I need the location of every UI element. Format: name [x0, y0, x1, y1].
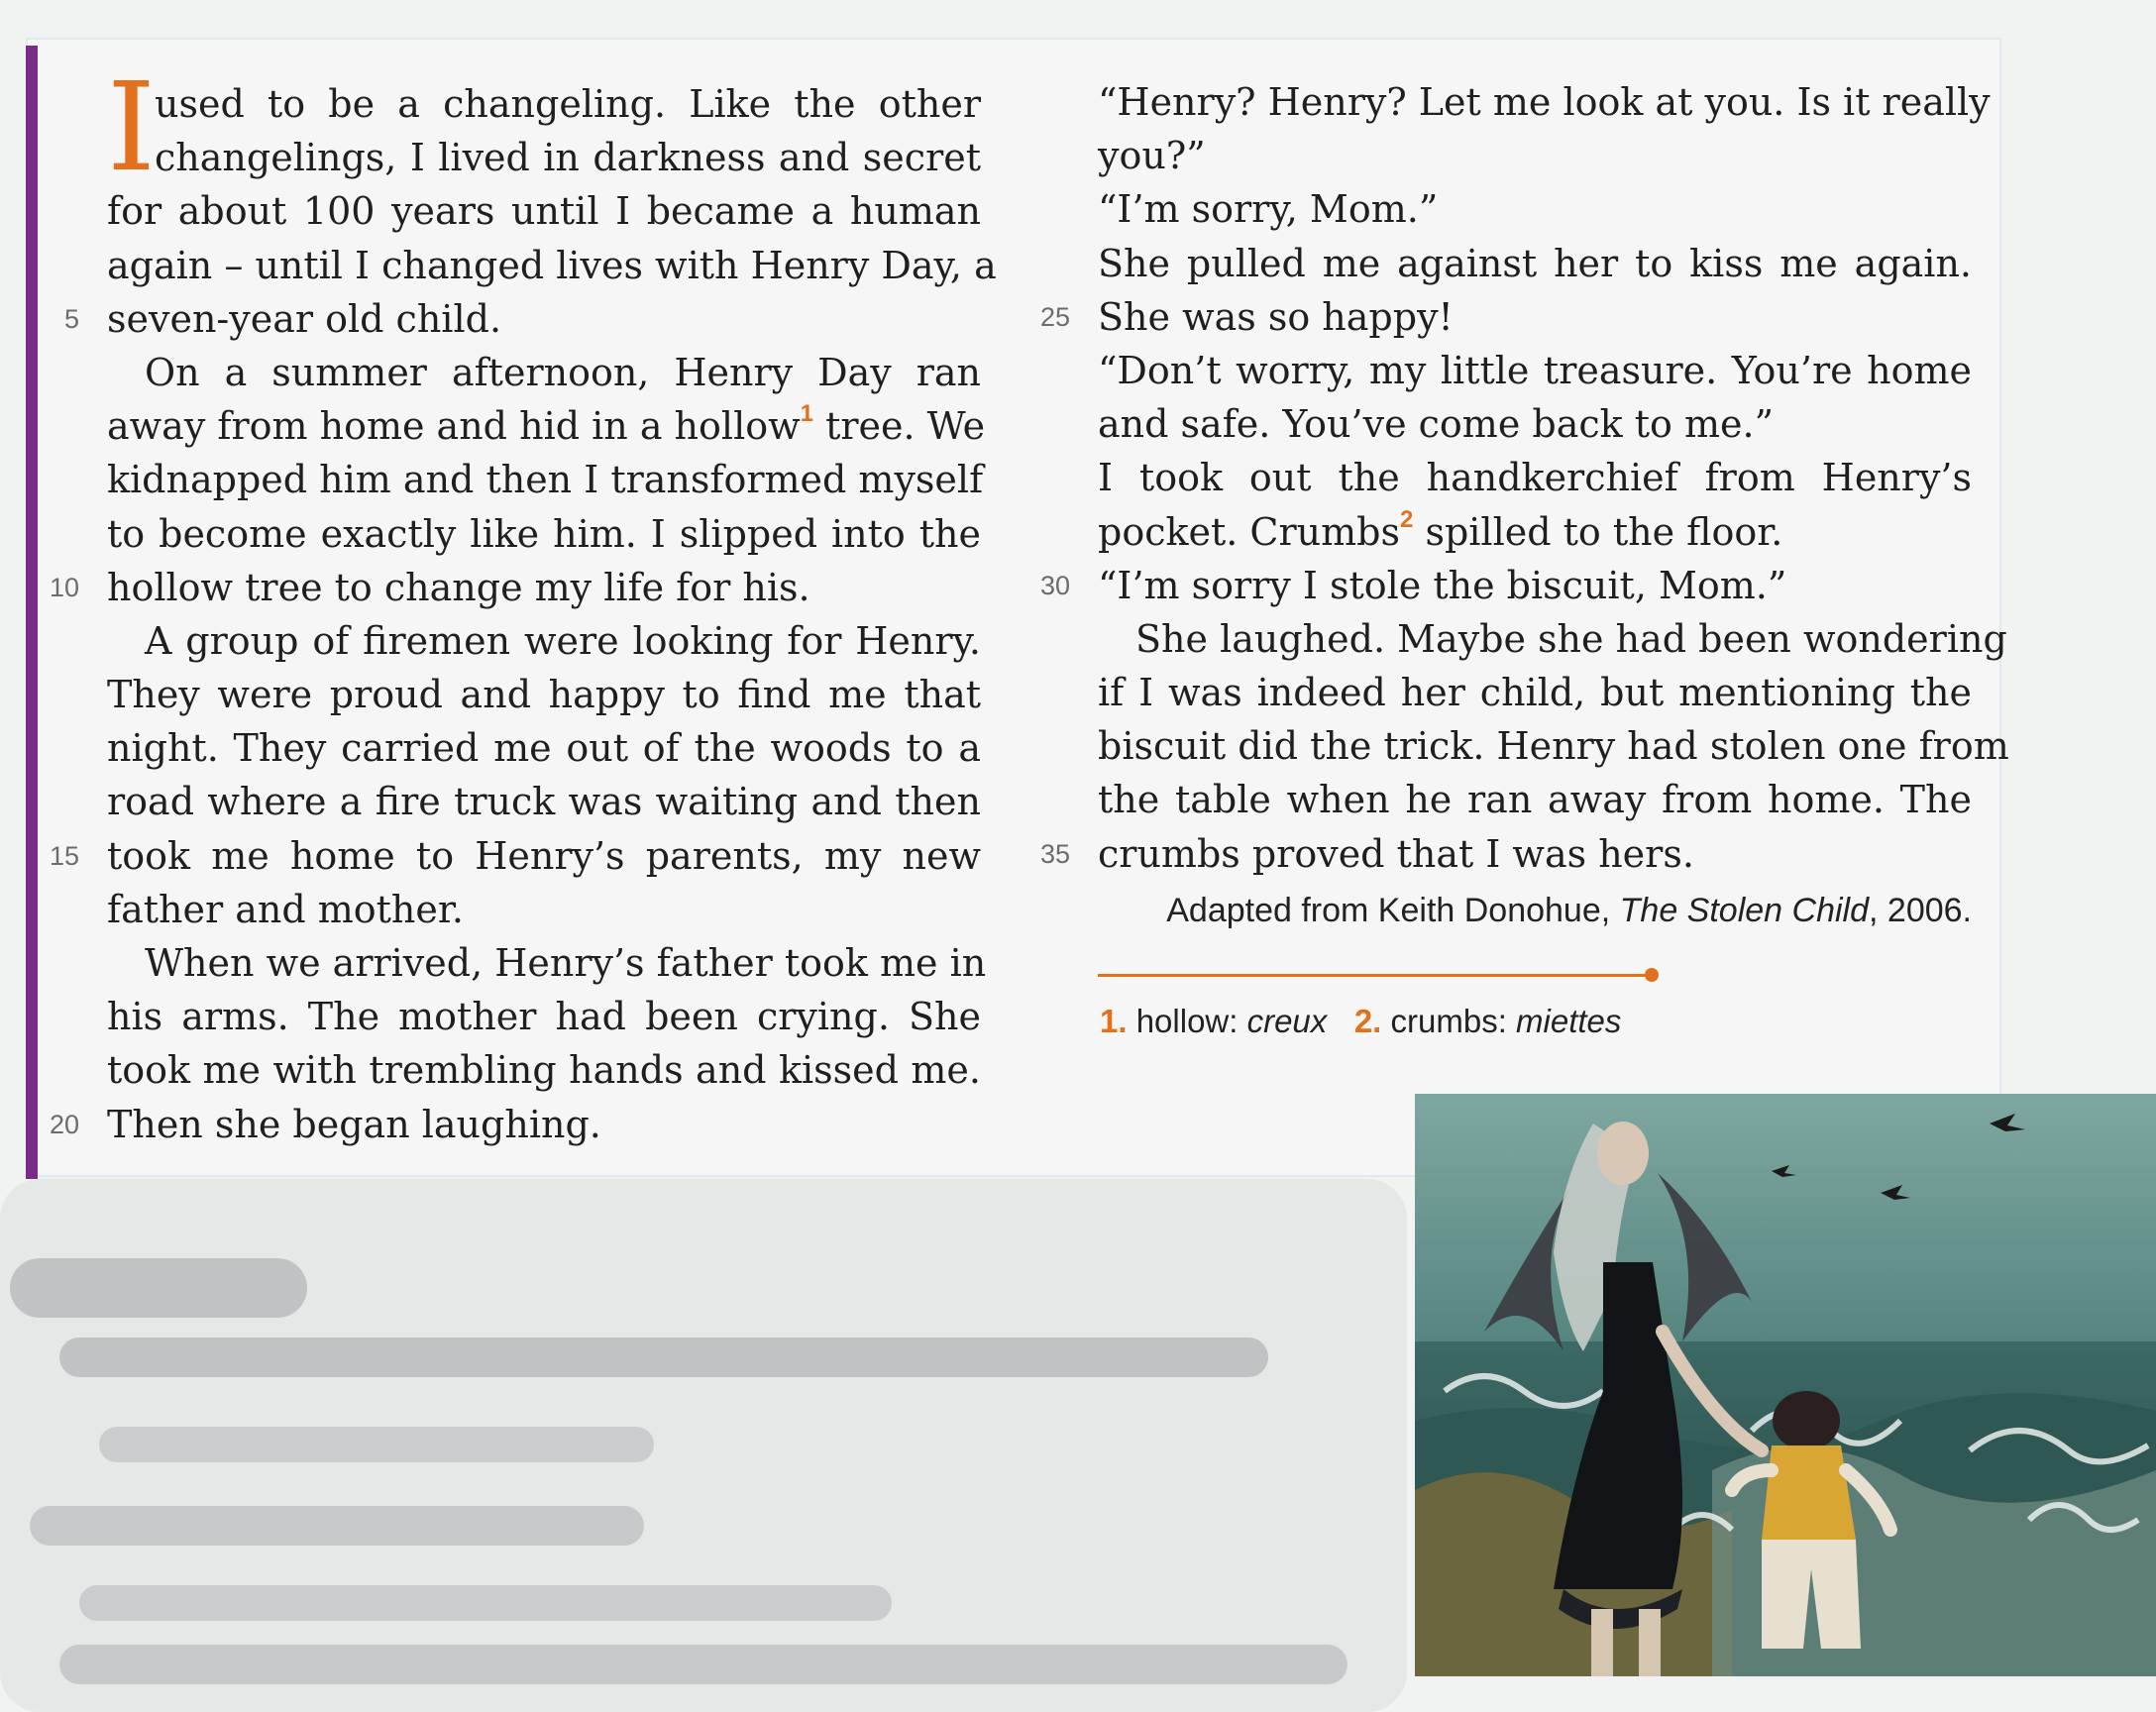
story-line-text: They were proud and happy to find me that: [107, 673, 981, 717]
story-line-text: I took out the handkerchief from Henry’s: [1098, 456, 1972, 500]
story-line-text: When we arrived, Henry’s father took me in: [145, 941, 987, 985]
story-line-text: you?”: [1098, 134, 1206, 178]
story-line: [107, 614, 981, 668]
story-line-text: A group of firemen were looking for Henry.: [145, 618, 981, 663]
story-line: [107, 721, 981, 775]
story-line-text: crumbs proved that I was hers.: [1098, 831, 1694, 876]
story-line: [107, 346, 981, 399]
footnote-number: 2.: [1353, 1003, 1382, 1039]
story-line-text: again – until I changed lives with Henry Day, a: [107, 243, 997, 287]
line-number: 10: [49, 572, 79, 602]
story-line: [1098, 129, 1972, 182]
footnote-marker: 1: [800, 400, 813, 428]
story-line-text: seven-year old child.: [107, 296, 502, 341]
footnote-translation: miettes: [1516, 1003, 1622, 1039]
story-line-text: hollow tree to change my life for his.: [107, 565, 810, 609]
footnote-number: 1.: [1100, 1003, 1128, 1039]
story-line: [1098, 75, 1991, 129]
smudge-mark: [99, 1427, 654, 1462]
story-line-text-after: tree. We: [812, 404, 986, 449]
story-line: [107, 292, 981, 346]
story-line-text: away from home and hid in a hollow: [107, 404, 801, 449]
story-line: [107, 990, 981, 1043]
story-line-text: his arms. The mother had been crying. She: [107, 995, 981, 1039]
smudge-mark: [10, 1258, 307, 1318]
story-line-text: She pulled me against her to kiss me again.: [1098, 241, 1972, 285]
story-line: [1098, 451, 1972, 504]
source-prefix: Adapted from Keith Donohue,: [1166, 892, 1620, 929]
line-number: 35: [1039, 838, 1070, 869]
story-line: [107, 77, 981, 131]
footnote-word: hollow:: [1135, 1003, 1247, 1039]
story-line: [107, 131, 981, 184]
footnote-word: crumbs:: [1390, 1003, 1517, 1039]
story-line-text: kidnapped him and then I transformed myself: [107, 458, 984, 502]
story-line-text: “I’m sorry I stole the biscuit, Mom.”: [1098, 563, 1787, 607]
illustration-painting: [1415, 1094, 2156, 1676]
footnote-translation: creux: [1246, 1003, 1328, 1039]
story-line-text: “Don’t worry, my little treasure. You’re home: [1098, 348, 1972, 392]
source-suffix: , 2006.: [1869, 892, 1972, 929]
source-title: The Stolen Child: [1619, 892, 1870, 929]
story-line: [1098, 397, 1972, 451]
footnotes: [1100, 1003, 1621, 1040]
story-line-text: took me home to Henry’s parents, my new: [107, 833, 981, 878]
footnote-rule: [1098, 974, 1653, 977]
story-line-text: the table when he ran away from home. The: [1098, 778, 1972, 822]
story-line: [107, 936, 987, 990]
story-line: [107, 829, 981, 883]
smudge-mark: [79, 1585, 892, 1621]
line-number: 15: [49, 840, 79, 871]
drop-cap: I: [107, 56, 156, 199]
story-line: [1098, 612, 2007, 666]
story-left-column: [107, 56, 997, 1151]
story-line: [1098, 827, 1972, 881]
story-line: [107, 883, 981, 936]
story-line: [1098, 182, 1972, 236]
story-right-column: [1098, 75, 2009, 881]
story-line-text: took me with trembling hands and kissed me.: [107, 1048, 981, 1093]
source-citation: [1120, 892, 1972, 930]
line-number: 30: [1039, 570, 1070, 600]
line-number: 5: [63, 303, 79, 334]
story-line-text: She was so happy!: [1098, 294, 1454, 339]
story-line: [107, 507, 981, 561]
story-line-text: to become exactly like him. I slipped into the: [107, 511, 981, 556]
story-illustration: [1415, 1094, 2156, 1676]
story-line: [107, 184, 981, 238]
story-line-text: road where a fire truck was waiting and then: [107, 780, 981, 824]
story-line: [1098, 237, 1972, 290]
story-line: [107, 775, 981, 828]
story-line-text: “I’m sorry, Mom.”: [1098, 187, 1439, 232]
story-line: [107, 561, 981, 614]
story-line: [107, 239, 997, 292]
line-number: 25: [1039, 301, 1070, 332]
story-line: [1098, 344, 1972, 397]
story-line: [1098, 290, 1972, 344]
footnote-rule-dot: [1645, 968, 1659, 982]
story-line-text: biscuit did the trick. Henry had stolen one from: [1098, 724, 2009, 769]
story-line-text: pocket. Crumbs: [1098, 509, 1401, 554]
story-line-text-after: spilled to the floor.: [1413, 509, 1783, 554]
line-number: 20: [49, 1109, 79, 1139]
story-line: [1098, 666, 1972, 719]
story-line: [1098, 505, 1972, 559]
story-line-text: On a summer afternoon, Henry Day ran: [145, 350, 981, 394]
story-line: [107, 399, 986, 453]
smudge-mark: [59, 1645, 1348, 1684]
story-line-text: and safe. You’ve come back to me.”: [1098, 402, 1775, 447]
smudge-mark: [59, 1338, 1268, 1377]
story-line-text: She laughed. Maybe she had been wondering: [1135, 616, 2007, 661]
story-line-text: “Henry? Henry? Let me look at you. Is it really: [1098, 80, 1991, 124]
story-line-text: night. They carried me out of the woods to a: [107, 726, 981, 771]
story-line: [107, 453, 984, 506]
story-line-text: father and mother.: [107, 887, 464, 931]
story-line: [1098, 773, 1972, 826]
story-line-text: for about 100 years until I became a human: [107, 189, 981, 234]
story-line-text: changelings, I lived in darkness and secret: [155, 136, 981, 180]
story-line-text: Then she began laughing.: [107, 1102, 601, 1146]
panel-margin-bar: [26, 46, 38, 1179]
footnote-marker: 2: [1400, 505, 1414, 533]
story-line-text: used to be a changeling. Like the other: [155, 82, 981, 126]
story-line: [1098, 559, 1972, 612]
story-line: [107, 1043, 981, 1097]
story-line: [107, 1098, 981, 1151]
story-line: [1098, 719, 2009, 773]
story-line-text: if I was indeed her child, but mentioning the: [1098, 671, 1972, 715]
story-line: [107, 668, 981, 721]
smudge-mark: [30, 1506, 644, 1546]
